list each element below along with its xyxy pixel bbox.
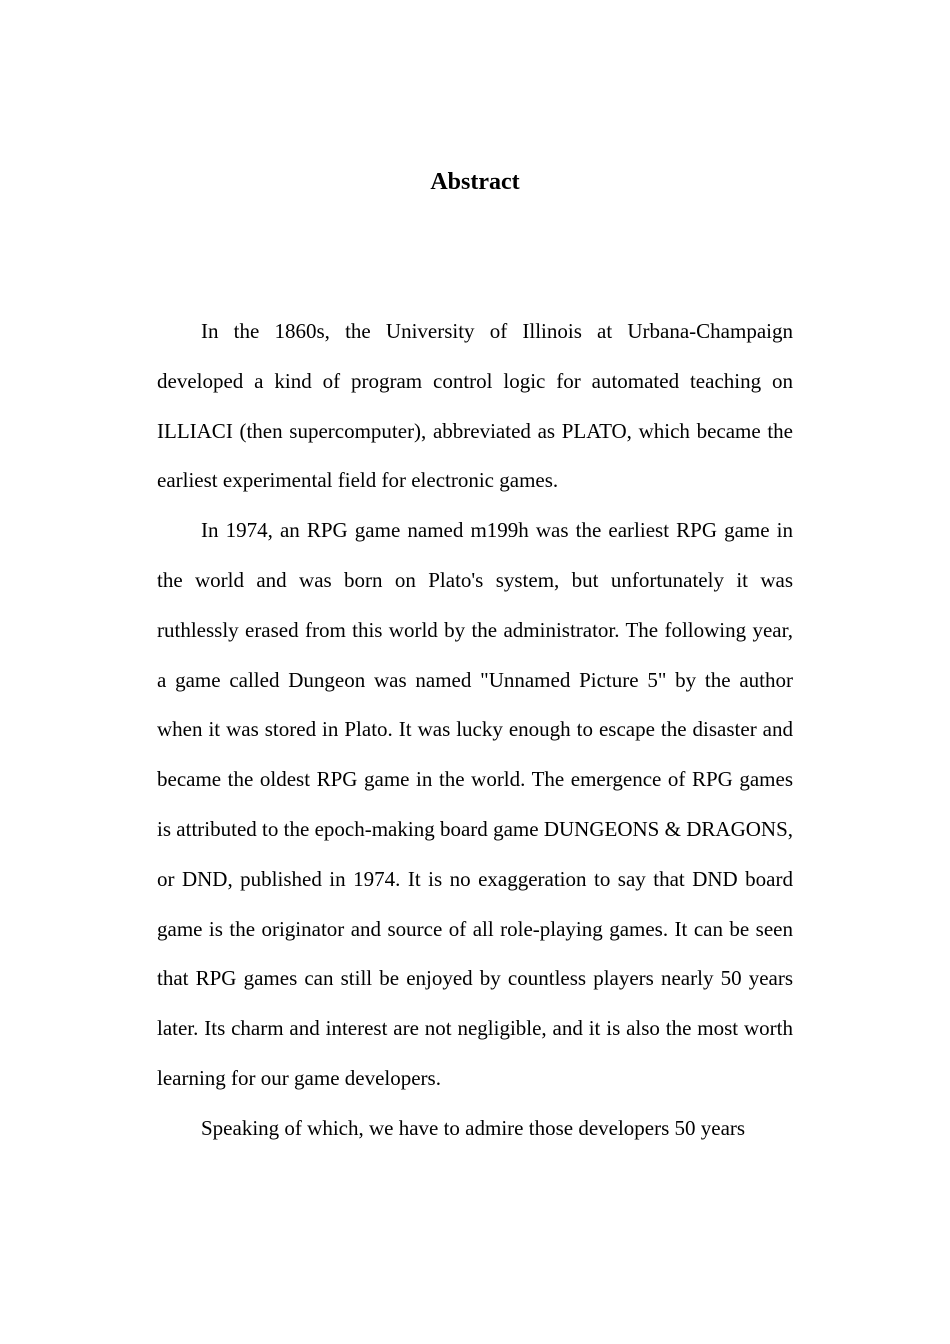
paragraph-2: In 1974, an RPG game named m199h was the earliest RPG game in the world and was born on Plato's system, but unfortunately it was ruthlessly erased from this world by the administrator. The following year, a game called Dungeon was named "Unnamed Picture 5" by the author when it was stored in Plato. It was lucky enough to escape the disaster and became the oldest RPG game in the world. The emergence of RPG games is attributed to the epoch-making board game DUNGEONS & DRAGONS, or DND, published in 1974. It is no exaggeration to say that DND board game is the originator and source of all role-playing games. It can be seen that RPG games can still be enjoyed by countless players nearly 50 years later. Its charm and interest are not negligible, and it is also the most worth learning for our game developers. bbox=[157, 518, 793, 1090]
paragraph-1: In the 1860s, the University of Illinois at Urbana-Champaign developed a kind of program control logic for automated teaching on ILLIACI (then supercomputer), abbreviated as PLATO, which became the earliest experimental field for electronic games. bbox=[157, 319, 793, 493]
page-title: Abstract bbox=[430, 169, 520, 195]
abstract-body bbox=[157, 307, 793, 1154]
paragraph-3: Speaking of which, we have to admire those developers 50 years bbox=[201, 1115, 746, 1140]
